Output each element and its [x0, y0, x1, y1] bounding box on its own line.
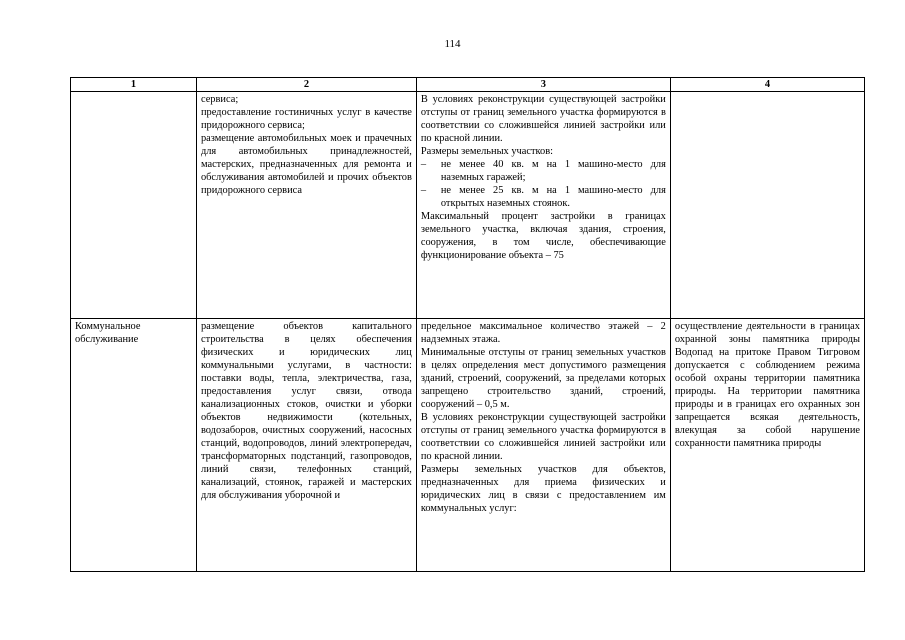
zoning-table: [70, 77, 865, 572]
bullet-item: [421, 158, 666, 184]
row1-parameters-cell: [416, 92, 670, 319]
row1-description-cell: [196, 92, 416, 319]
row2-parameters-cell: [416, 319, 670, 572]
bullet-text: не менее 40 кв. м на 1 машино-место для наземных гаражей;: [440, 159, 666, 183]
row1-description-line: размещение автомобильных моек и прачечных для автомобильных принадлежностей, мастерских, предназначенных для ремонта и обслуживания автомобилей и прочих объектов придорожного сервиса: [200, 133, 412, 196]
row1-restrictions-cell: [670, 92, 864, 319]
row1-description-line: сервиса;: [200, 94, 239, 105]
row2-description-cell: размещение объектов капитального строительства в целях обеспечения физических и юридических лиц коммунальными услугами, в частности: поставки воды, тепла, электричества, газа, предоставления услуг связи, отвода канализационных стоков, очистки и уборки объектов недвижимости (котельных, водозаборов, очистных сооружений, насосных станций, водопроводов, линий электропередач, трансформаторных подстанций, газопроводов, линий связи, телефонных станций, канализаций, стоянок, гаражей и мастерских для обслуживания уборочной и: [196, 319, 416, 572]
page-number: 114: [444, 38, 461, 50]
bullet-item: [421, 184, 666, 210]
row1-parameters-para: В условиях реконструкции существующей застройки отступы от границ земельного участка формируются в соответствии со сложившейся линией застройки или по красной линии.: [420, 94, 666, 144]
row2-use-type-cell: Коммунальное обслуживание: [71, 319, 197, 572]
table-row: [71, 92, 865, 319]
column-header-1: 1: [71, 78, 197, 92]
table-row: [71, 319, 865, 572]
row2-restrictions-cell: осуществление деятельности в границах охранной зоны памятника природы Водопад на притоке Правом Тигровом допускается с соблюдением режима особой охраны территории памятника природы. На территории памятника природы и в границах его охранных зон запрещается всякая деятельность, влекущая за собой нарушение сохранности памятника природы: [670, 319, 864, 572]
row1-parameters-para: Максимальный процент застройки в границах земельного участка, включая здания, строения, сооружения, в том числе, обеспечивающие функционирование объекта – 75: [420, 211, 666, 261]
row2-parameters-para: Минимальные отступы от границ земельных участков в целях определения мест допустимого размещения зданий, строений, сооружений, за пределами которых запрещено строительство зданий, строений, сооружений – 0,5 м.: [420, 347, 666, 410]
bullet-dash: –: [420, 159, 427, 170]
bullet-text: не менее 25 кв. м на 1 машино-место для открытых наземных стоянок.: [440, 185, 666, 209]
column-header-4: 4: [670, 78, 864, 92]
row1-description-line: предоставление гостиничных услуг в качестве придорожного сервиса;: [200, 107, 412, 131]
row2-parameters-para: Размеры земельных участков для объектов, предназначенных для приема физических и юридических лиц в связи с предоставлением им коммунальных услуг:: [420, 464, 666, 514]
column-header-3: 3: [416, 78, 670, 92]
column-header-2: 2: [196, 78, 416, 92]
row1-parameters-para: Размеры земельных участков:: [420, 146, 554, 157]
table-header-row: [71, 78, 865, 92]
bullet-dash: –: [420, 185, 427, 196]
row1-use-type-cell: [71, 92, 197, 319]
row2-parameters-para: В условиях реконструкции существующей застройки отступы от границ земельного участка формируются в соответствии со сложившейся линией застройки или по красной линии.: [420, 412, 666, 462]
row2-parameters-para: предельное максимальное количество этажей – 2 надземных этажа.: [420, 321, 666, 345]
